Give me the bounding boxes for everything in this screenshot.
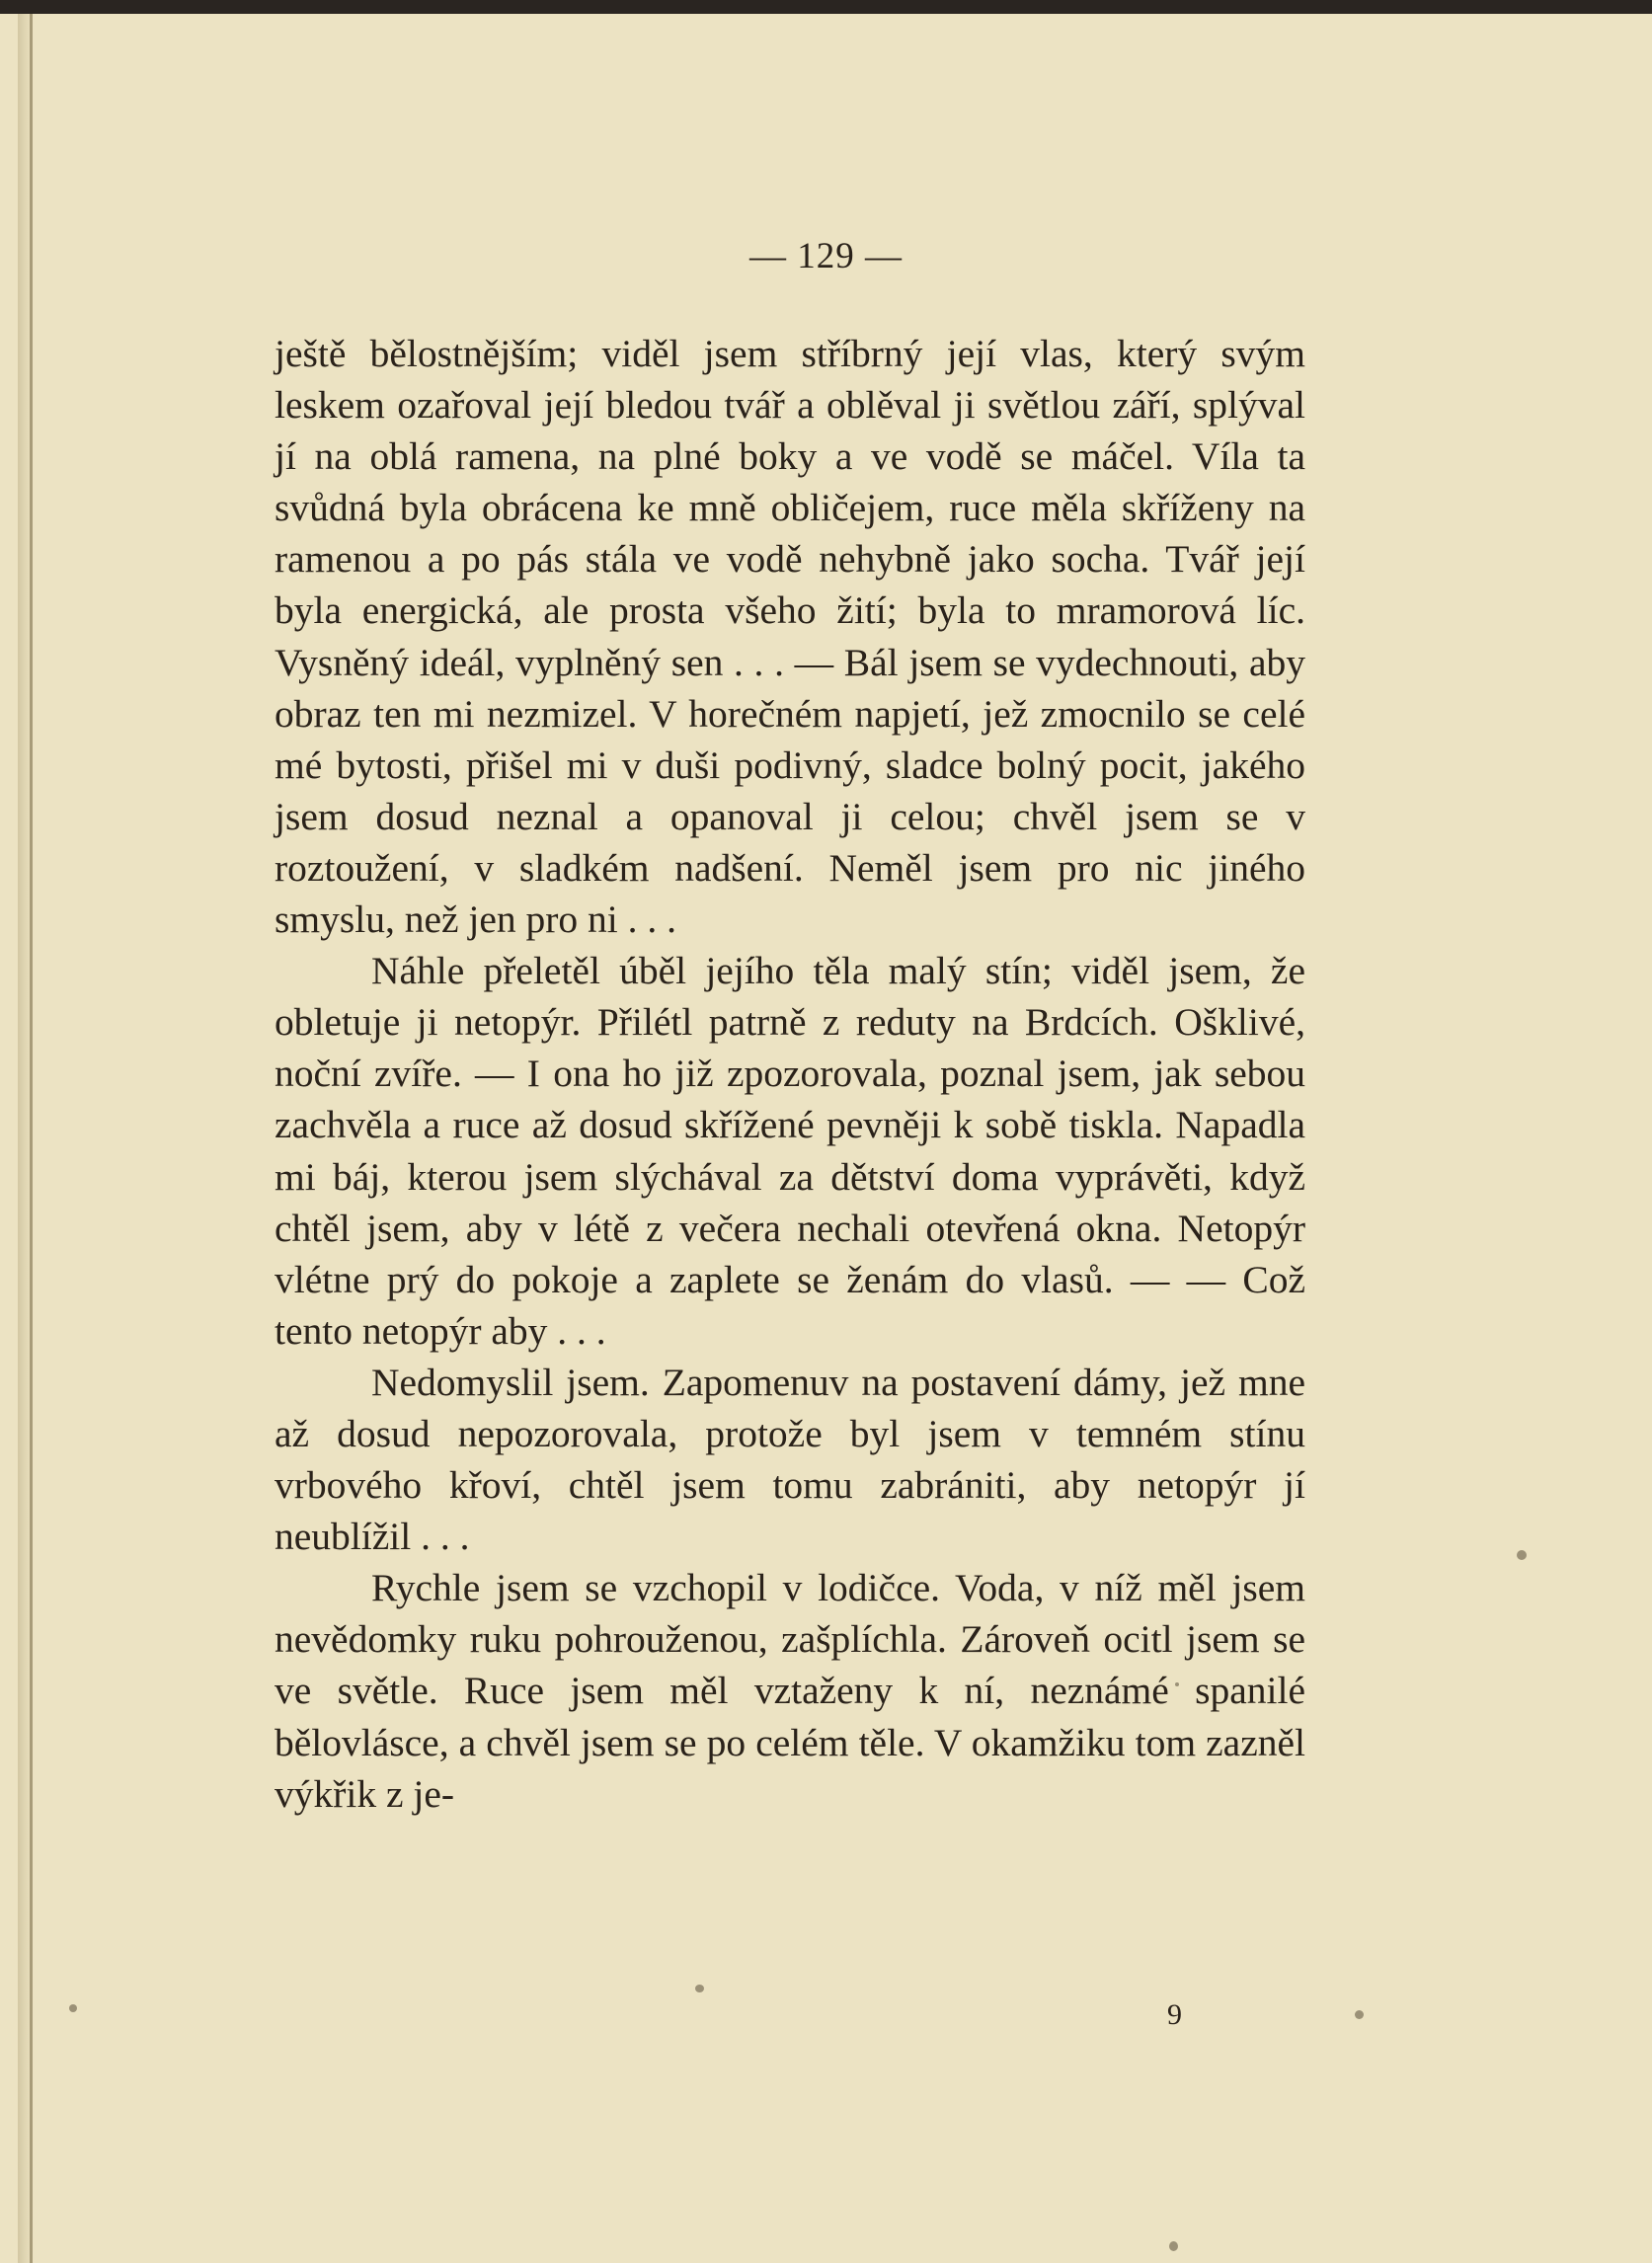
page-binding-edge [30,14,33,2263]
paper-speck [1517,1550,1527,1560]
paragraph: Nedomyslil jsem. Zapomenuv na postavení dámy, jež mne až dosud nepozorovala, protože byl jsem v temném stínu vrbového křoví, chtěl jsem tomu zabrániti, aby netopýr jí neublížil . . . [275,1360,1305,1559]
paper-speck [1355,2010,1364,2019]
book-page [0,14,1652,2263]
paragraph: ještě bělostnějším; viděl jsem stříbrný její vlas, který svým leskem ozařoval její bledou tvář a oblěval ji světlou září, splýval jí na oblá ramena, na plné boky a ve vodě se máčel. Víla ta svůdná byla obrácena ke mně obličejem, ruce měla skříženy na ramenou a po pás stála ve vodě nehybně jako socha. Tvář její byla energická, ale prosta všeho žití; byla to mramorová líc. Vysněný ideál, vyplněný sen . . . — Bál jsem se vydechnouti, aby obraz ten mi nezmizel. V horečném napjetí, jež zmocnilo se celé mé bytosti, přišel mi v duši podivný, sladce bolný pocit, jakého jsem dosud neznal a opanoval ji celou; chvěl jsem se v roztoužení, v sladkém nadšení. Neměl jsem pro nic jiného smyslu, než jen pro ni . . . [275,332,1305,942]
page-number: — 129 — [749,236,903,276]
paper-speck [69,2004,77,2012]
signature-mark: 9 [1167,1998,1182,2031]
paragraph: Rychle jsem se vzchopil v lodičce. Voda, v níž měl jsem nevědomky ruku pohrouženou, zašplíchla. Zároveň ocitl jsem se ve světle. Ruce jsem měl vztaženy k ní, neznámé spanilé bělovlásce, a chvěl jsem se po celém těle. V okamžiku tom zazněl výkřik z je- [275,1566,1305,1816]
paper-speck [1169,2241,1178,2251]
paragraph: Náhle přeletěl úběl jejího těla malý stín; viděl jsem, že obletuje ji netopýr. Přilétl patrně z reduty na Brdcích. Ošklivé, noční zvíře. — I ona ho již zpozorovala, poznal jsem, jak sebou zachvěla a ruce až dosud skřížené pevněji k sobě tiskla. Napadla mi báj, kterou jsem slýchával za dětství doma vyprávěti, když chtěl jsem, aby v létě z večera nechali otevřená okna. Netopýr vlétne prý do pokoje a zaplete se ženám do vlasů. — — Což tento netopýr aby . . . [275,949,1305,1353]
body-text [275,328,1305,1820]
paper-speck [695,1985,704,1992]
